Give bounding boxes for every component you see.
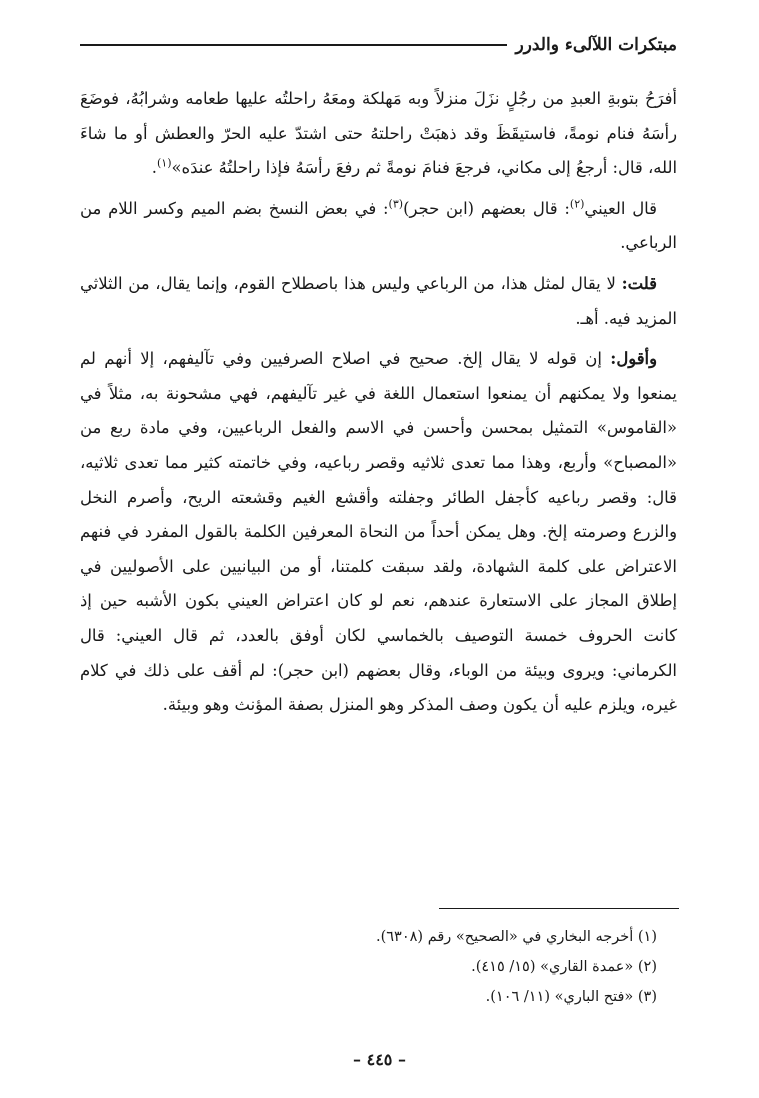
footnotes xyxy=(80,922,657,1012)
paragraph-lead: وأقول: xyxy=(610,349,657,369)
paragraph-tail: : قال بعضهم (ابن حجر) xyxy=(403,198,570,218)
paragraph-lead: قلت: xyxy=(621,273,657,293)
footnote-ref-3[interactable]: (٣) xyxy=(388,197,404,211)
paragraph-text: قال العيني xyxy=(584,198,657,218)
paragraph-text: أفرَحُ بتوبةِ العبدِ من رجُلٍ نزَلَ منزلاً وبه مَهلكة ومعَهُ راحلتُه عليها طعامه وشرابُهُ، فوضَعَ رأسَهُ فنام نومةً، فاستيقَظَ وقد ذهبَتْ راحلتهُ حتى اشتدّ عليه الحرّ والعطش أو ما شاءَ الله، قال: أرجعُ إلى مكاني، فرجعَ فنامَ نومةً ثم رفعَ رأسَهُ فإذا راحلتُهُ عندَه» xyxy=(80,89,677,178)
paragraph-4 xyxy=(80,342,677,723)
running-header xyxy=(80,30,677,60)
paragraph-3 xyxy=(80,267,677,336)
footnote-3: (٣) «فتح الباري» (١١/ ١٠٦). xyxy=(485,989,657,1005)
header-rule xyxy=(80,44,507,46)
body-text xyxy=(80,82,677,729)
footnote-ref-1[interactable]: (١) xyxy=(156,156,172,170)
paragraph-1 xyxy=(80,82,677,186)
header-title: مبتكرات اللآلىء والدرر xyxy=(515,35,677,55)
paragraph-text: لا يقال لمثل هذا، من الرباعي وليس هذا باصطلاح القوم، وإنما يقال، من الثلاثي المزيد فيه. أهـ. xyxy=(80,273,677,328)
page-number: – ٤٤٥ – xyxy=(353,1050,406,1069)
footnote-ref-2[interactable]: (٢) xyxy=(569,197,585,211)
paragraph-text: إن قوله لا يقال إلخ. صحيح في اصلاح الصرفيين وفي تآليفهم، إلا أنهم لم يمنعوا ولا يمكنهم أن يمنعوا استعمال اللغة في غير تآليفهم، فهي مشحونة به، مثلاً في «القاموس» التمثيل بمحسن وأحسن في الاسم والفعل الرباعيين، وفي مادة ربع من «المصباح» وأربع، وهذا مما تعدى ثلاثيه وقصر رباعيه، وفي خاتمته كثير مما تعدى ثلاثيه، قال: وقصر رباعيه كأجفل الطائر وجفلته وأقشع الغيم وقشعته الريح، وأصرم النخل والزرع وصرمته إلخ. وهل يمكن أحداً من النحاة المعرفين الكلمة بالقول المفرد في فنهم الاعتراض على كلمة الشهادة، ولقد سبقت كلمتنا، أو من البيانيين على الأصوليين في إطلاق المجاز على الاستعارة عندهم، نعم لو كان اعتراض العيني بكون الأشبه حين إذ كانت الحروف خمسة التوصيف بالخماسي لكان أوفق بالعدد، ثم قال العيني: قال الكرماني: ويروى وبيئة من الوباء، وقال بعضهم (ابن حجر): لم أقف على ذلك في كلام غيره، ويلزم عليه أن يكون وصف المذكر وهو المنزل بصفة المؤنث وهو وبيئة. xyxy=(80,349,677,715)
paragraph-tail-2: : في بعض النسخ بضم الميم وكسر اللام من الرباعي. xyxy=(80,198,677,253)
paragraph-2 xyxy=(80,192,677,261)
footnote-2: (٢) «عمدة القاري» (١٥/ ٤١٥). xyxy=(471,959,657,975)
footnote-1: (١) أخرجه البخاري في «الصحيح» رقم (٦٣٠٨). xyxy=(375,929,657,945)
paragraph-tail: . xyxy=(151,158,157,178)
footnote-separator xyxy=(439,908,679,909)
